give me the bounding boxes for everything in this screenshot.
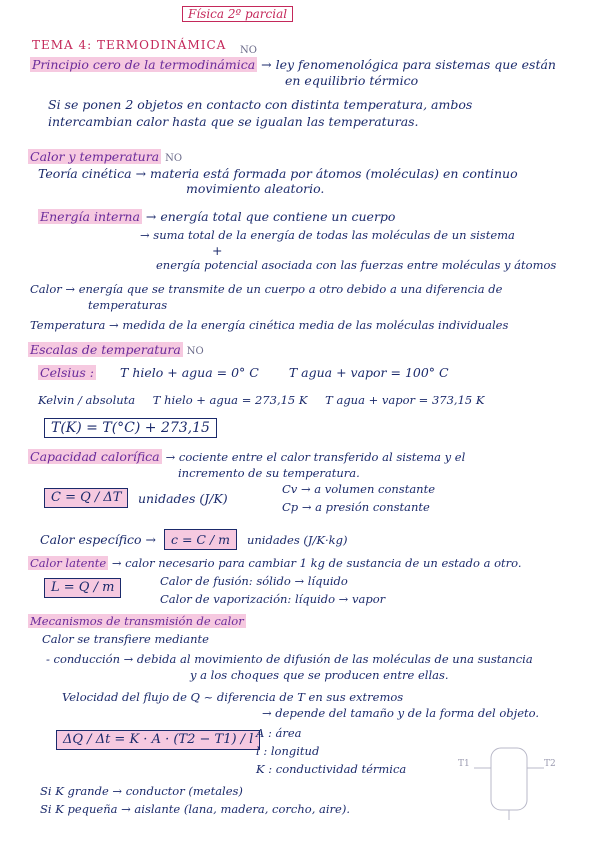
conduction-line (46, 652, 533, 666)
page-title: Física 2º parcial (182, 6, 293, 22)
kelvin-vapor: T agua + vapor = 373,15 K (325, 393, 485, 407)
heat-temp-heading-line (28, 150, 182, 166)
kelvin-label: Kelvin / absoluta (38, 393, 136, 407)
conductivity-def: K : conductividad térmica (256, 762, 407, 776)
plus-sign: + (212, 243, 223, 258)
transmission-heading: Mecanismos de transmisión de calor (30, 614, 244, 628)
flow-note: → depende del tamaño y de la forma del objeto. (262, 706, 539, 720)
zeroth-law-def: → ley fenomenológica para sistemas que están (261, 57, 556, 72)
sketch-t2-label: T2 (544, 759, 556, 769)
capacity-def: → cociente entre el calor transferido al sistema y el (165, 450, 466, 464)
heat-temp-heading: Calor y temperatura (30, 149, 160, 164)
insulator-line: Si K pequeña → aislante (lana, madera, corcho, aire). (40, 802, 350, 816)
kelvin-formula: T(K) = T(°C) + 273,15 (44, 418, 217, 438)
zeroth-law-line (30, 58, 556, 72)
specific-heat-formula: c = C / m (164, 529, 237, 550)
specific-heat-label: Calor específico → (40, 532, 157, 547)
capacity-formula: C = Q / ΔT (44, 488, 128, 508)
internal-energy-term: Energía interna (40, 209, 140, 224)
internal-energy-def-3: energía potencial asociada con las fuerzas entre moléculas y átomos (156, 258, 557, 272)
vaporization-heat: Calor de vaporización: líquido → vapor (160, 592, 386, 606)
capacity-heading: Capacidad calorífica (30, 449, 160, 464)
celsius-vapor: T agua + vapor = 100° C (288, 365, 449, 380)
kelvin-row (38, 393, 484, 407)
transmission-heading-line (28, 614, 246, 628)
scales-heading: Escalas de temperatura (30, 342, 181, 357)
capacity-line (28, 450, 465, 464)
celsius-label: Celsius : (40, 365, 95, 380)
cylinder-sketch (456, 738, 566, 828)
flow-line: Velocidad del flujo de Q ~ diferencia de T en sus extremos (62, 690, 404, 704)
specific-heat-line (40, 533, 347, 547)
kinetic-theory-line (38, 167, 518, 181)
zeroth-law-text-2: intercambian calor hasta que se igualan las temperaturas. (48, 114, 419, 129)
latent-heat-line (28, 556, 522, 570)
capacity-units: unidades (J/K) (138, 491, 228, 506)
latent-heat-heading: Calor latente (30, 556, 107, 570)
conductor-line: Si K grande → conductor (metales) (40, 784, 243, 798)
zeroth-law-text-1: Si se ponen 2 objetos en contacto con distinta temperatura, ambos (48, 97, 473, 112)
internal-energy-line (38, 210, 395, 224)
conduction-def: → debida al movimiento de difusión de las moléculas de una sustancia (123, 652, 533, 666)
latent-heat-def: → calor necesario para cambiar 1 kg de sustancia de un estado a otro. (111, 556, 522, 570)
no-marker: NO (240, 45, 257, 56)
specific-heat-units: unidades (J/K·kg) (246, 533, 348, 547)
length-def: l : longitud (256, 744, 320, 758)
heat-def: Calor → energía que se transmite de un cuerpo a otro debido a una diferencia de (30, 282, 503, 296)
capacity-def-cont: incremento de su temperatura. (178, 466, 360, 480)
conduction-formula: ΔQ / Δt = K · A · (T2 − T1) / l (56, 730, 260, 750)
transmission-sub: Calor se transfiere mediante (42, 632, 209, 646)
kinetic-theory-def-cont: movimiento aleatorio. (186, 181, 325, 196)
temperature-def: Temperatura → medida de la energía cinética media de las moléculas individuales (30, 318, 509, 332)
celsius-ice: T hielo + agua = 0° C (120, 365, 259, 380)
no-marker: NO (186, 346, 204, 357)
kinetic-theory-term: Teoría cinética (38, 166, 132, 181)
kelvin-ice: T hielo + agua = 273,15 K (152, 393, 308, 407)
fusion-heat: Calor de fusión: sólido → líquido (160, 574, 348, 588)
zeroth-law-def-cont: en equilibrio térmico (285, 73, 419, 88)
sketch-t1-label: T1 (458, 759, 470, 769)
capacity-cp: Cp → a presión constante (282, 500, 430, 514)
latent-heat-formula: L = Q / m (44, 578, 121, 598)
no-marker: NO (165, 153, 183, 164)
internal-energy-def: → energía total que contiene un cuerpo (145, 209, 396, 224)
internal-energy-def-2: → suma total de la energía de todas las moléculas de un sistema (140, 228, 515, 242)
capacity-cv: Cv → a volumen constante (282, 482, 436, 496)
conduction-term: - conducción (46, 652, 120, 666)
conduction-def-cont: y a los choques que se producen entre ellas. (190, 668, 449, 682)
kinetic-theory-def: → materia está formada por átomos (moléculas) en continuo (135, 166, 518, 181)
heat-def-cont: temperaturas (88, 298, 168, 312)
scales-heading-line (28, 343, 204, 359)
zeroth-law-term: Principio cero de la termodinámica (32, 57, 256, 72)
topic-title: TEMA 4: TERMODINÁMICA (32, 38, 227, 52)
area-def: A : área (256, 726, 302, 740)
celsius-row (38, 366, 449, 380)
